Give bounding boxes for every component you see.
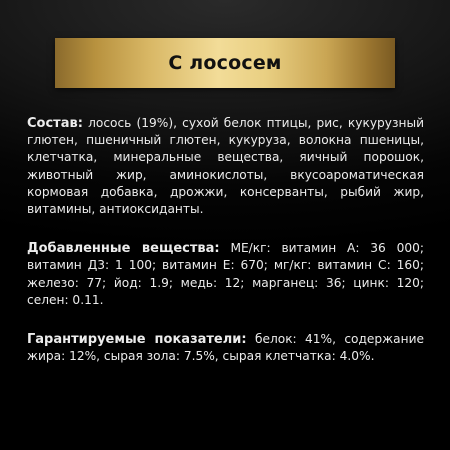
section-label: Гарантируемые показатели: bbox=[27, 332, 247, 348]
composition-content bbox=[27, 115, 424, 387]
section-guaranteed-values bbox=[27, 331, 424, 365]
section-label: Состав: bbox=[27, 116, 83, 131]
section-label: Добавленные вещества: bbox=[27, 241, 220, 257]
section-composition bbox=[27, 115, 424, 218]
section-text: лосось (19%), сухой белок птицы, рис, кукурузный глютен, пшеничный глютен, кукуруза, волокна пшеницы, клетчатка, минеральные вещества, яичный порошок, животный жир, аминокислоты, вкусоароматическая кормовая добавка, дрожжи, консерванты, рыбий жир, витамины, антиоксиданты. bbox=[27, 116, 424, 217]
title-banner bbox=[55, 38, 395, 88]
section-text: белок: 41%, содержание жира: 12%, сырая зола: 7.5%, сырая клетчатка: 4.0%. bbox=[27, 332, 424, 364]
banner-title: С лососем bbox=[168, 52, 282, 74]
section-text: МЕ/кг: витамин А: 36 000; витамин Д3: 1 100; витамин Е: 670; мг/кг: витамин С: 160; железо: 77; йод: 1.9; медь: 12; марганец: 36; цинк: 120; селен: 0.11. bbox=[27, 241, 425, 307]
section-additives bbox=[27, 240, 424, 309]
